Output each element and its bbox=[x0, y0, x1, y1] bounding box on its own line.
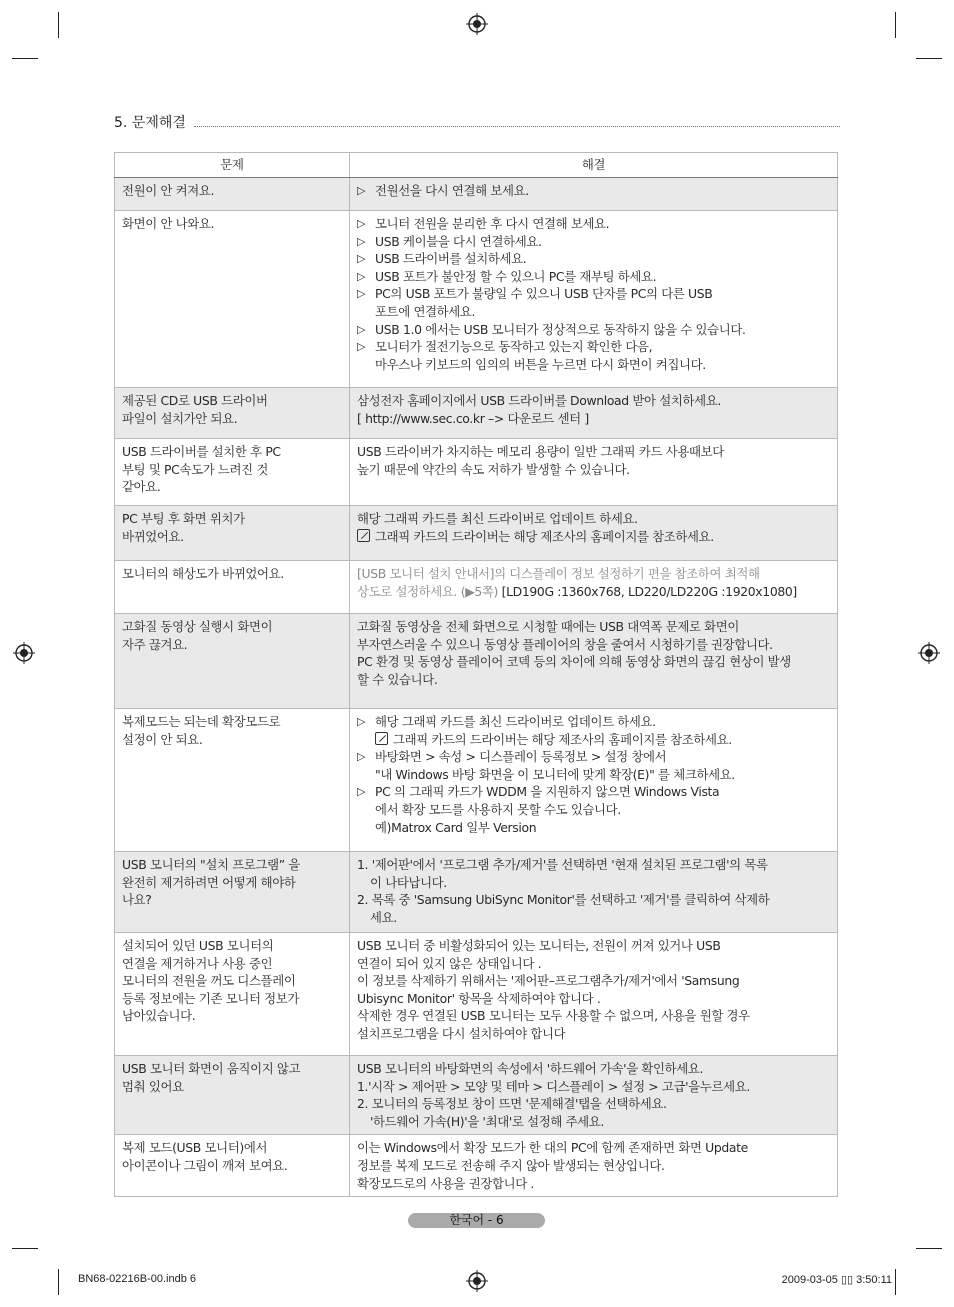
solution-line: 삭제한 경우 연결된 USB 모니터는 모두 사용할 수 없으며, 사용을 원할 경우 bbox=[357, 1008, 750, 1024]
solution-line: 설치프로그램을 다시 설치하여야 합니다 bbox=[357, 1025, 566, 1041]
triangle-bullet-icon: ▷ bbox=[357, 322, 366, 336]
solution-cell bbox=[350, 852, 838, 933]
problem-cell bbox=[115, 506, 350, 561]
table-row bbox=[115, 614, 838, 709]
problem-line: 바뀌었어요. bbox=[122, 528, 184, 544]
triangle-bullet-icon: ▷ bbox=[357, 715, 366, 728]
solution-note bbox=[357, 528, 830, 546]
solution-bullet bbox=[357, 233, 830, 251]
solution-bullet bbox=[357, 215, 830, 233]
problem-line: 아이콘이나 그림이 깨져 보여요. bbox=[122, 1157, 288, 1173]
solution-line: 확장모드로의 사용을 권장합니다 . bbox=[357, 1175, 535, 1191]
solution-line: 2. 목록 중 'Samsung UbiSync Monitor'를 선택하고 '제거'를 클릭하여 삭제하 bbox=[357, 892, 770, 908]
triangle-bullet-icon: ▷ bbox=[357, 234, 366, 248]
solution-text: 그래픽 카드의 드라이버는 해당 제조사의 홈페이지를 참조하세요. bbox=[375, 528, 714, 544]
crop-mark bbox=[895, 12, 896, 38]
solution-bullet bbox=[357, 268, 830, 286]
problem-line: 복제모드는 되는데 확장모드로 bbox=[122, 714, 281, 729]
table-row bbox=[115, 178, 838, 211]
problem-line: 남아있습니다. bbox=[122, 1008, 196, 1024]
problem-line: 같아요. bbox=[122, 479, 161, 495]
solution-cell bbox=[350, 614, 838, 709]
note-icon bbox=[357, 529, 370, 542]
table-row bbox=[115, 388, 838, 439]
problem-line: 완전히 제거하려면 어떻게 해야하 bbox=[122, 874, 296, 890]
solution-line: 고화질 동영상을 전체 화면으로 시청할 때에는 USB 대역폭 문제로 화면이 bbox=[357, 619, 740, 634]
problem-cell bbox=[115, 709, 350, 852]
solution-line bbox=[357, 583, 830, 601]
triangle-bullet-icon: ▷ bbox=[357, 269, 366, 283]
solution-bullet bbox=[357, 748, 830, 766]
problem-line: 제공된 CD로 USB 드라이버 bbox=[122, 393, 268, 408]
table-row bbox=[115, 852, 838, 933]
problem-line: 자주 끊겨요. bbox=[122, 636, 188, 652]
table-row bbox=[115, 933, 838, 1056]
section-title: 5. 문제해결 bbox=[114, 115, 186, 131]
solution-cell bbox=[350, 178, 838, 211]
solution-text: 전원선을 다시 연결해 보세요. bbox=[375, 183, 529, 198]
solution-line: 예)Matrox Card 일부 Version bbox=[375, 819, 537, 835]
solution-cell bbox=[350, 1056, 838, 1135]
header-solution: 해결 bbox=[350, 153, 838, 178]
solution-bullet bbox=[357, 338, 830, 356]
problem-line: 화면이 안 나와요. bbox=[122, 216, 215, 231]
triangle-bullet-icon: ▷ bbox=[357, 785, 366, 799]
solution-line: 정보를 복제 모드로 전송해 주지 않아 발생되는 현상입니다. bbox=[357, 1157, 665, 1173]
table-header-row bbox=[115, 153, 838, 178]
problem-cell bbox=[115, 614, 350, 709]
problem-cell bbox=[115, 1135, 350, 1197]
problem-cell bbox=[115, 211, 350, 388]
triangle-bullet-icon: ▷ bbox=[357, 287, 366, 301]
solution-text: USB 케이블을 다시 연결하세요. bbox=[375, 233, 542, 249]
triangle-bullet-icon: ▷ bbox=[357, 252, 366, 266]
solution-line: '하드웨어 가속(H)'을 '최대'로 설정해 주세요. bbox=[370, 1113, 605, 1129]
table-body bbox=[115, 178, 838, 1197]
problem-cell bbox=[115, 439, 350, 506]
solution-text: 해당 그래픽 카드를 최신 드라이버로 업데이트 하세요. bbox=[375, 714, 656, 729]
registration-mark-icon bbox=[466, 1270, 488, 1292]
solution-line: [ http://www.sec.co.kr –> 다운로드 센터 ] bbox=[357, 410, 589, 426]
problem-line: USB 드라이버를 설치한 후 PC bbox=[122, 444, 281, 459]
solution-line: 이는 Windows에서 확장 모드가 한 대의 PC에 함께 존재하면 화면 Update bbox=[357, 1140, 748, 1156]
solution-cell bbox=[350, 933, 838, 1056]
solution-bullet bbox=[357, 285, 830, 303]
problem-line: 설정이 안 되요. bbox=[122, 731, 203, 747]
solution-text: USB 드라이버를 설치하세요. bbox=[375, 251, 527, 267]
problem-cell bbox=[115, 388, 350, 439]
dotted-leader bbox=[194, 117, 840, 127]
table-row bbox=[115, 439, 838, 506]
solution-text: 모니터 전원을 분리한 후 다시 연결해 보세요. bbox=[375, 216, 610, 231]
solution-bullet bbox=[357, 713, 830, 731]
solution-line: 1. '제어판'에서 '프로그램 추가/제거'를 선택하면 '현재 설치된 프로그램'의 목록 bbox=[357, 857, 768, 872]
solution-line: 연결이 되어 있지 않은 상태입니다 . bbox=[357, 955, 542, 971]
solution-text: USB 포트가 불안정 할 수 있으니 PC를 재부팅 하세요. bbox=[375, 268, 657, 284]
problem-line: 등록 정보에는 기존 모니터 정보가 bbox=[122, 990, 300, 1006]
solution-line: 부자연스러울 수 있으니 동영상 플레이어의 창을 줄여서 시청하기를 권장합니다. bbox=[357, 636, 773, 652]
solution-text: 그래픽 카드의 드라이버는 해당 제조사의 홈페이지를 참조하세요. bbox=[393, 731, 732, 747]
table-row bbox=[115, 211, 838, 388]
problem-cell bbox=[115, 561, 350, 614]
solution-text: PC 의 그래픽 카드가 WDDM 을 지원하지 않으면 Windows Vista bbox=[375, 784, 720, 800]
solution-text: [LD190G :1360x768, LD220/LD220G :1920x1080] bbox=[501, 583, 797, 599]
problem-line: 설치되어 있던 USB 모니터의 bbox=[122, 938, 274, 953]
problem-line: 고화질 동영상 실행시 화면이 bbox=[122, 619, 273, 634]
solution-cell bbox=[350, 709, 838, 852]
crop-mark bbox=[895, 1269, 896, 1295]
solution-line: 2. 모니터의 등록정보 창이 뜨면 '문제해결'탭을 선택하세요. bbox=[357, 1096, 667, 1112]
solution-line: 포트에 연결하세요. bbox=[375, 303, 476, 319]
solution-cell bbox=[350, 1135, 838, 1197]
registration-mark-icon bbox=[918, 642, 940, 664]
problem-line: 부팅 및 PC속도가 느려진 것 bbox=[122, 461, 268, 477]
solution-bullet bbox=[357, 783, 830, 801]
crop-mark bbox=[916, 1248, 942, 1249]
solution-text: 모니터가 절전기능으로 동작하고 있는지 확인한 다음, bbox=[375, 339, 653, 355]
problem-line: 연결을 제거하거나 사용 중인 bbox=[122, 955, 273, 971]
solution-line: 해당 그래픽 카드를 최신 드라이버로 업데이트 하세요. bbox=[357, 511, 638, 526]
problem-cell bbox=[115, 1056, 350, 1135]
problem-line: 복제 모드(USB 모니터)에서 bbox=[122, 1140, 268, 1156]
solution-line: USB 모니터의 바탕화면의 속성에서 '하드웨어 가속'을 확인하세요. bbox=[357, 1061, 704, 1076]
table-row bbox=[115, 506, 838, 561]
problem-line: PC 부팅 후 화면 위치가 bbox=[122, 511, 245, 526]
section-header bbox=[114, 112, 840, 132]
problem-line: 모니터의 전원을 꺼도 디스플레이 bbox=[122, 973, 296, 989]
solution-line: 마우스나 키보드의 임의의 버튼을 누르면 다시 화면이 켜집니다. bbox=[375, 356, 706, 372]
solution-cell bbox=[350, 506, 838, 561]
solution-line: [USB 모니터 설치 안내서]의 디스플레이 정보 설정하기 편을 참조하여 최적해 bbox=[357, 566, 760, 581]
crop-mark bbox=[58, 1269, 59, 1295]
crop-mark bbox=[12, 1248, 38, 1249]
solution-line: 이 나타납니다. bbox=[370, 874, 447, 890]
crop-mark bbox=[58, 12, 59, 38]
troubleshooting-table bbox=[114, 152, 838, 1197]
solution-line: 에서 확장 모드를 사용하지 못할 수도 있습니다. bbox=[375, 801, 621, 817]
table-row bbox=[115, 1056, 838, 1135]
solution-bullet bbox=[357, 182, 830, 200]
solution-line: 높기 때문에 약간의 속도 저하가 발생할 수 있습니다. bbox=[357, 461, 630, 477]
solution-line: USB 드라이버가 차지하는 메모리 용량이 일반 그래픽 카드 사용때보다 bbox=[357, 444, 724, 459]
problem-cell bbox=[115, 852, 350, 933]
page-number: 한국어 - 6 bbox=[408, 1213, 545, 1228]
solution-cell bbox=[350, 211, 838, 388]
solution-text: 바탕화면 > 속성 > 디스플레이 등록정보 > 설정 창에서 bbox=[375, 749, 667, 765]
problem-cell bbox=[115, 178, 350, 211]
problem-line: 멈춰 있어요 bbox=[122, 1078, 184, 1094]
problem-line: USB 모니터의 "설치 프로그램” 을 bbox=[122, 857, 300, 872]
table-row bbox=[115, 561, 838, 614]
note-icon bbox=[375, 732, 388, 745]
crop-mark bbox=[916, 58, 942, 59]
solution-line: 이 정보를 삭제하기 위해서는 '제어판–프로그램추가/제거'에서 'Samsung bbox=[357, 973, 740, 989]
solution-bullet bbox=[357, 250, 830, 268]
problem-line: 전원이 안 켜져요. bbox=[122, 183, 215, 198]
triangle-bullet-icon: ▷ bbox=[357, 750, 366, 764]
solution-line: 1.'시작 > 제어판 > 모양 및 테마 > 디스플레이 > 설정 > 고급'을누르세요. bbox=[357, 1078, 750, 1094]
table-row bbox=[115, 709, 838, 852]
solution-text: PC의 USB 포트가 불량일 수 있으니 USB 단자를 PC의 다른 USB bbox=[375, 286, 713, 302]
solution-line: 삼성전자 홈페이지에서 USB 드라이버를 Download 받아 설치하세요. bbox=[357, 393, 721, 408]
solution-line: "내 Windows 바탕 화면을 이 모니터에 맞게 확장(E)" 를 체크하세요. bbox=[375, 766, 735, 782]
problem-line: 파일이 설치가안 되요. bbox=[122, 410, 238, 426]
problem-cell bbox=[115, 933, 350, 1056]
solution-line: 세요. bbox=[370, 909, 397, 925]
table-row bbox=[115, 1135, 838, 1197]
solution-line: USB 모니터 중 비활성화되어 있는 모니터는, 전원이 꺼져 있거나 USB bbox=[357, 938, 721, 953]
solution-cell bbox=[350, 388, 838, 439]
registration-mark-icon bbox=[13, 642, 35, 664]
problem-line: 나요? bbox=[122, 892, 152, 908]
solution-text: USB 1.0 에서는 USB 모니터가 정상적으로 동작하지 않을 수 있습니다. bbox=[375, 321, 746, 337]
solution-bullet bbox=[357, 321, 830, 339]
triangle-bullet-icon: ▷ bbox=[357, 217, 366, 230]
problem-line: USB 모니터 화면이 움직이지 않고 bbox=[122, 1061, 301, 1076]
triangle-bullet-icon: ▷ bbox=[357, 184, 366, 197]
footer-timestamp: 2009-03-05 ▯▯ 3:50:11 bbox=[781, 1274, 892, 1286]
crop-mark bbox=[12, 58, 38, 59]
registration-mark-icon bbox=[466, 13, 488, 35]
problem-line: 모니터의 해상도가 바뀌었어요. bbox=[122, 566, 284, 581]
solution-reference-text: 상도로 설정하세요. (▶5쪽) bbox=[357, 583, 502, 599]
solution-line: 할 수 있습니다. bbox=[357, 671, 438, 687]
solution-line: Ubisync Monitor' 항목을 삭제하여야 합니다 . bbox=[357, 990, 601, 1006]
solution-note bbox=[357, 731, 830, 749]
triangle-bullet-icon: ▷ bbox=[357, 340, 366, 354]
solution-cell bbox=[350, 561, 838, 614]
header-problem: 문제 bbox=[115, 153, 350, 178]
footer-file-info: BN68-02216B-00.indb 6 bbox=[78, 1273, 197, 1285]
solution-line: PC 환경 및 동영상 플레이어 코덱 등의 차이에 의해 동영상 화면의 끊김 현상이 발생 bbox=[357, 654, 791, 670]
solution-cell bbox=[350, 439, 838, 506]
